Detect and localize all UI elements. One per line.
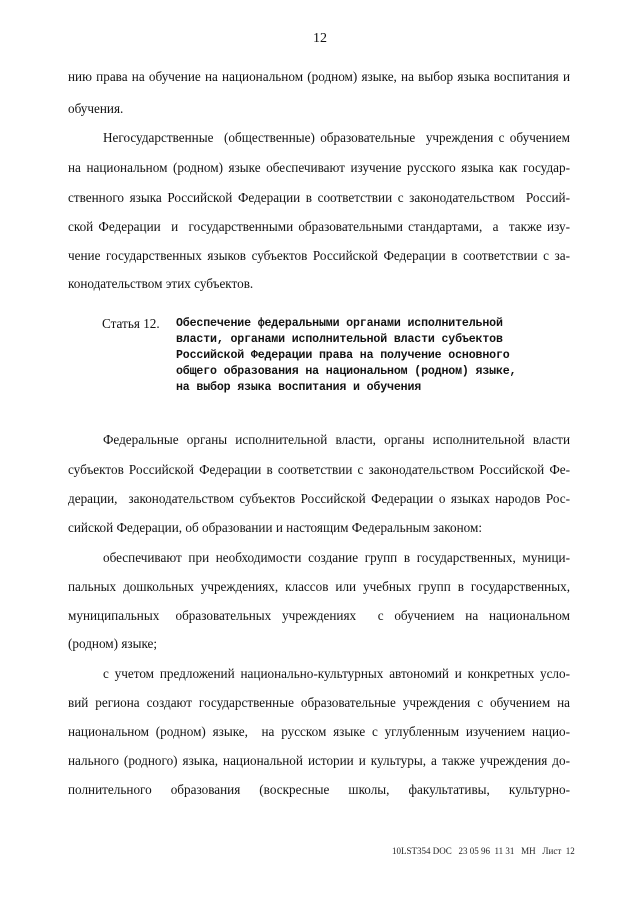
paragraph-line: обеспечивают при необходимости создание групп в государственных, муници- xyxy=(103,550,570,565)
paragraph-line: ской Федерации и государственными образовательными стандартами, а также изу- xyxy=(68,219,570,234)
page-number: 12 xyxy=(313,31,327,46)
paragraph-line: муниципальных образовательных учреждениях с обучением на национальном xyxy=(68,608,570,623)
paragraph-line: нального (родного) языка, национальной истории и культуры, а также учреждения до- xyxy=(68,753,570,768)
paragraph-line: чение государственных языков субъектов Российской Федерации в соответствии с за- xyxy=(68,248,570,263)
paragraph-line: с учетом предложений национально-культурных автономий и конкретных усло- xyxy=(103,666,570,681)
paragraph-line: конодательством этих субъектов. xyxy=(68,276,254,291)
article-title-line: на выбор языка воспитания и обучения xyxy=(176,381,422,394)
paragraph-line: вий региона создают государственные образовательные учреждения с обучением на xyxy=(68,695,570,710)
paragraph-line: пальных дошкольных учреждениях, классов или учебных групп в государственных, xyxy=(68,579,570,594)
article-title-line: Российской Федерации права на получение основного xyxy=(176,349,510,362)
paragraph-line: дерации, законодательством субъектов Российской Федерации о языках народов Рос- xyxy=(68,491,570,506)
paragraph-line: ственного языка Российской Федерации в соответствии с законодательством Россий- xyxy=(68,190,570,205)
paragraph-line: Федеральные органы исполнительной власти, органы исполнительной власти xyxy=(103,432,570,447)
paragraph-line: субъектов Российской Федерации в соответствии с законодательством Российской Фе- xyxy=(68,462,570,477)
paragraph-line: сийской Федерации, об образовании и настоящим Федеральным законом: xyxy=(68,520,482,535)
article-heading xyxy=(102,316,562,396)
article-label: Статья 12. xyxy=(102,316,160,331)
paragraph-line: нию права на обучение на национальном (родном) языке, на выбор языка воспитания и xyxy=(68,69,570,84)
document-footer: 10LST354 DOC 23 05 96 11 31 MH Лист 12 xyxy=(392,846,575,856)
paragraph-line: на национальном (родном) языке обеспечивают изучение русского языка как государ- xyxy=(68,160,570,175)
article-title-line: власти, органами исполнительной власти субъектов xyxy=(176,333,503,346)
article-title-line: Обеспечение федеральными органами исполнительной xyxy=(176,317,503,330)
article-title-line: общего образования на национальном (родном) языке, xyxy=(176,365,517,378)
paragraph-line: обучения. xyxy=(68,101,124,116)
paragraph-line: полнительного образования (воскресные школы, факультативы, культурно- xyxy=(68,782,570,797)
paragraph-line: (родном) языке; xyxy=(68,636,158,651)
paragraph-line: национальном (родном) языке, на русском языке с углубленным изучением нацио- xyxy=(68,724,570,739)
paragraph-line: Негосударственные (общественные) образовательные учреждения с обучением xyxy=(103,130,570,145)
